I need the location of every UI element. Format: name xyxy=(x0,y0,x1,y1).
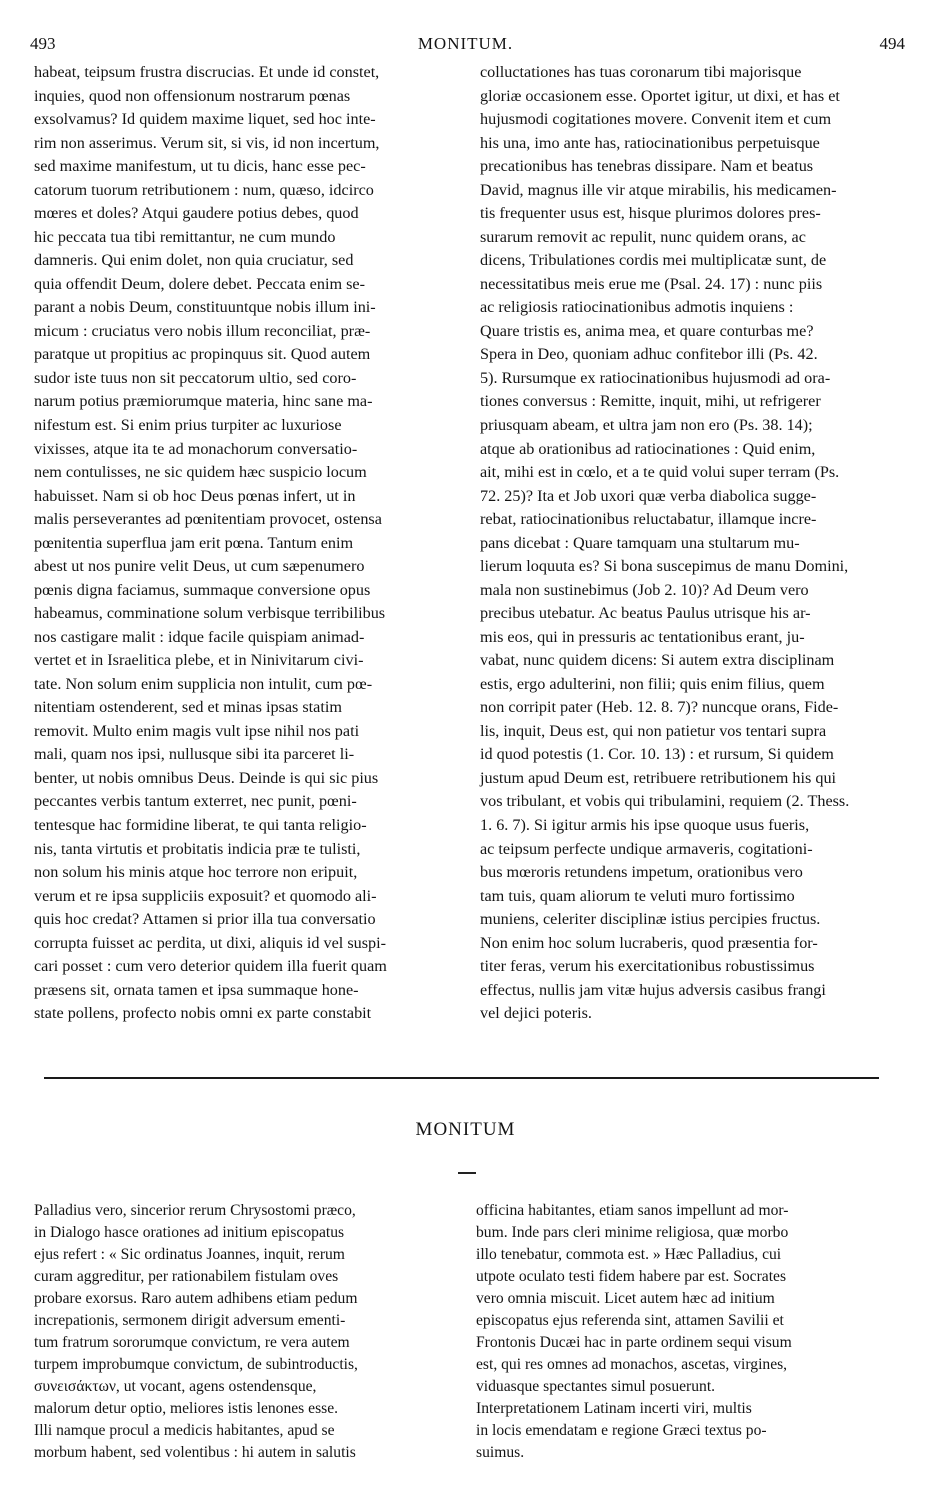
text-line: rim non asserimus. Verum sit, si vis, id non incertum, xyxy=(34,133,380,152)
text-line: gloriæ occasionem esse. Oportet igitur, ut dixi, et has et xyxy=(480,86,840,105)
text-line: exsolvamus? Id quidem maxime liquet, sed hoc inte- xyxy=(34,110,376,129)
text-line: præsens sit, ornata tamen et ipsa summaque hone- xyxy=(34,980,359,999)
text-line: muniens, celeriter disciplinæ istius percipies fructus. xyxy=(480,910,821,929)
text-line: cari posset : cum vero deterior quidem illa fuerit quam xyxy=(34,957,387,976)
text-line: rebat, ratiocinationibus reluctabatur, illamque incre- xyxy=(480,510,817,529)
text-line: episcopatus ejus referenda sint, attamen Savilii et xyxy=(476,1312,784,1329)
text-line: lierum loquuta es? Si bona suscepimus de manu Domini, xyxy=(480,557,849,576)
text-line: inquies, quod non offensionum nostrarum pœnas xyxy=(34,86,351,105)
text-line: est, qui res omnes ad monachos, ascetas, virgines, xyxy=(476,1356,788,1373)
text-line: habuisset. Nam si ob hoc Deus pœnas infert, ut in xyxy=(34,486,356,505)
text-line: pœnitentia superflua jam erit pœna. Tantum enim xyxy=(34,533,354,552)
text-line: benter, ut nobis omnibus Deus. Deinde is qui sic pius xyxy=(34,768,379,787)
text-line: titer feras, verum his exercitationibus robustissimus xyxy=(480,957,815,976)
text-line: turpem improbumque convictum, de subintroductis, xyxy=(34,1356,358,1373)
text-line: vos tribulant, et vobis qui tribulamini, requiem (2. Thess. xyxy=(480,792,850,811)
text-line: nem contulisses, ne sic quidem hæc suspicio locum xyxy=(34,463,367,482)
text-line: non corripit pater (Heb. 12. 8. 7)? nuncque orans, Fide- xyxy=(480,698,839,717)
text-line: Non enim hoc solum lucraberis, quod præsentia for- xyxy=(480,933,818,952)
text-line: mali, quam nos ipsi, nullusque sibi ita parceret li- xyxy=(34,745,355,764)
text-line: bus mœroris retundens impetum, orationibus vero xyxy=(480,863,803,882)
text-line: state pollens, profecto nobis omni ex parte constabit xyxy=(34,1004,372,1023)
text-line: narum potius præmiorumque materia, hinc sane ma- xyxy=(34,392,373,411)
text-line: colluctationes has tuas coronarum tibi majorisque xyxy=(480,63,802,81)
text-line: officina habitantes, etiam sanos impellunt ad mor- xyxy=(476,1202,789,1219)
text-line: in Dialogo hasce orationes ad initium episcopatus xyxy=(34,1224,345,1241)
text-line: ac religiosis ratiocinationibus admotis inquiens : xyxy=(480,298,794,317)
text-column-bottom-left xyxy=(34,1200,458,1464)
text-line: pœnis digna faciamus, summaque conversione opus xyxy=(34,580,371,599)
text-line: in locis emendatam e regione Græci textus po- xyxy=(476,1422,767,1439)
text-line: necessitatibus meis erue me (Psal. 24. 17) : nunc piis xyxy=(480,274,823,293)
text-line: catorum tuorum retributionem : num, quæso, idcirco xyxy=(34,180,374,199)
text-line: vabat, nunc quidem dicens: Si autem extra disciplinam xyxy=(480,651,835,670)
text-line: suimus. xyxy=(476,1444,525,1461)
text-line: precationibus has tenebras dissipare. Nam et beatus xyxy=(480,157,814,176)
text-line: justum apud Deum est, retribuere retributionem his qui xyxy=(480,768,837,787)
text-line: Illi namque procul a medicis habitantes, apud se xyxy=(34,1422,335,1439)
text-line: συνεισάκτων, ut vocant, agens ostendensque, xyxy=(34,1378,317,1395)
text-line: malis perseverantes ad pœnitentiam provocet, ostensa xyxy=(34,510,382,529)
text-line: damneris. Qui enim dolet, non quia cruciatur, sed xyxy=(34,251,354,270)
text-line: verum et re ipsa suppliciis exposuit? et quomodo ali- xyxy=(34,886,377,905)
text-line: bum. Inde pars cleri minime religiosa, quæ morbo xyxy=(476,1224,789,1241)
text-line: tum fratrum sororumque convictum, re vera autem xyxy=(34,1334,350,1351)
text-line: peccantes verbis tantum exterret, nec punit, pœni- xyxy=(34,792,357,811)
text-line: utpote oculato testi fidem habere par est. Socrates xyxy=(476,1268,787,1285)
text-line: quia offendit Deum, dolere debet. Peccata enim se- xyxy=(34,274,365,293)
text-line: his una, imo ante has, ratiocinationibus perpetuisque xyxy=(480,133,820,152)
text-line: nifestum est. Si enim prius turpiter ac luxuriose xyxy=(34,415,342,434)
section-divider-rule xyxy=(44,1077,879,1079)
text-line: priusquam abeam, et ultra jam non ero (Ps. 38. 14); xyxy=(480,415,813,434)
text-line: ac teipsum perfecte undique armaveris, cogitationi- xyxy=(480,839,813,858)
text-line: viduasque spectantes simul posuerunt. xyxy=(476,1378,716,1395)
text-line: 72. 25)? Ita et Job uxori quæ verba diabolica sugge- xyxy=(480,486,817,505)
running-head: MONITUM. xyxy=(417,34,514,53)
text-line: nitentiam ostenderent, sed et minas ipsas statim xyxy=(34,698,342,717)
text-line: Quare tristis es, anima mea, et quare conturbas me? xyxy=(480,321,814,340)
text-line: vixisses, atque ita te ad monachorum conversatio- xyxy=(34,439,358,458)
text-line: quis hoc credat? Attamen si prior illa tua conversatio xyxy=(34,910,376,929)
text-line: vertet et in Israelitica plebe, et in Ninivitarum civi- xyxy=(34,651,364,670)
page-number-right: 494 xyxy=(879,34,905,53)
text-line: removit. Multo enim magis vult ipse nihil nos pati xyxy=(34,721,360,740)
text-line: Spera in Deo, quoniam adhuc confitebor illi (Ps. 42. xyxy=(480,345,818,364)
text-line: tentesque hac formidine liberat, te qui tanta religio- xyxy=(34,816,367,834)
text-line: mala non sustinebimus (Job 2. 10)? Ad Deum vero xyxy=(480,580,809,599)
text-line: id quod potestis (1. Cor. 10. 13) : et rursum, Si quidem xyxy=(480,745,834,764)
text-line: pans dicebat : Quare tamquam una stultarum mu- xyxy=(480,533,800,552)
text-line: nos castigare malit : idque facile quispiam animad- xyxy=(34,627,365,646)
text-line: Frontonis Ducæi hac in parte ordinem sequi visum xyxy=(476,1334,792,1351)
text-line: David, magnus ille vir atque mirabilis, his medicamen- xyxy=(480,180,837,199)
text-column-top-left xyxy=(34,61,454,1026)
text-line: lis, inquit, Deus est, qui non patietur vos tentari supra xyxy=(480,721,827,740)
text-line: tiones conversus : Remitte, inquit, mihi, ut refrigerer xyxy=(480,392,821,411)
text-line: abest ut nos punire velit Deus, ut cum sæpenumero xyxy=(34,557,365,576)
text-line: non solum his minis atque hoc terrore non eripuit, xyxy=(34,863,358,882)
text-line: mœres et doles? Atqui gaudere potius debes, quod xyxy=(34,204,359,223)
text-line: surarum removit ac repulit, nunc quidem orans, ac xyxy=(480,227,806,246)
text-line: tis frequenter usus est, hisque plurimos dolores pres- xyxy=(480,204,821,223)
text-line: estis, ergo adulterini, non filii; quis enim filius, quem xyxy=(480,674,825,693)
text-line: vel dejici poteris. xyxy=(480,1004,592,1023)
text-line: ejus refert : « Sic ordinatus Joannes, inquit, rerum xyxy=(34,1246,345,1263)
text-line: 5). Rursumque ex ratiocinationibus hujusmodi ad ora- xyxy=(480,368,831,387)
text-line: nis, tanta virtutis et probitatis indicia præ te tulisti, xyxy=(34,839,361,858)
text-line: hujusmodi cogitationes movere. Convenit item et cum xyxy=(480,110,832,129)
page-number-left: 493 xyxy=(30,34,56,53)
text-line: corrupta fuisset ac perdita, ut dixi, aliquis id vel suspi- xyxy=(34,933,386,952)
text-line: habeat, teipsum frustra discrucias. Et unde id constet, xyxy=(34,63,380,81)
text-line: malorum detur optio, meliores istis lenones esse. xyxy=(34,1400,339,1417)
text-line: tate. Non solum enim supplicia non intulit, cum pœ- xyxy=(34,674,373,693)
text-line: increpationis, sermonem dirigit adversum ementi- xyxy=(34,1312,346,1329)
text-line: sudor iste tuus non sit peccatorum ultio, sed coro- xyxy=(34,368,357,387)
text-line: curam aggreditur, per rationabilem fistulam oves xyxy=(34,1268,339,1285)
text-line: atque ab orationibus ad ratiocinationes : Quid enim, xyxy=(480,439,816,458)
text-line: mis eos, qui in pressuris ac tentationibus erant, ju- xyxy=(480,627,805,646)
text-line: dicens, Tribulationes cordis mei multiplicatæ sunt, de xyxy=(480,251,827,270)
text-line: sed maxime manifestum, ut tu dicis, hanc esse pec- xyxy=(34,157,366,176)
text-line: Palladius vero, sincerior rerum Chrysostomi præco, xyxy=(34,1202,356,1219)
text-line: micum : cruciatus vero nobis illum reconciliat, præ- xyxy=(34,321,371,340)
text-line: 1. 6. 7). Si igitur armis his ipse quoque usus fueris, xyxy=(480,816,810,834)
text-column-top-right xyxy=(480,61,898,1026)
text-line: vero omnia miscuit. Licet autem hæc ad initium xyxy=(476,1290,775,1307)
text-line: habeamus, comminatione solum verbisque terribilibus xyxy=(34,604,386,623)
text-line: illo tenebatur, commota est. » Hæc Palladius, cui xyxy=(476,1246,782,1263)
text-line: hic peccata tua tibi remittantur, ne cum mundo xyxy=(34,227,336,246)
title-underline xyxy=(458,1172,476,1174)
text-line: Interpretationem Latinam incerti viri, multis xyxy=(476,1400,752,1417)
text-line: ait, mihi est in cœlo, et a te quid volui super terram (Ps. xyxy=(480,463,840,482)
text-line: paratque ut propitius ac propinquus sit. Quod autem xyxy=(34,345,371,364)
text-column-bottom-right xyxy=(476,1200,898,1464)
text-line: precibus utebatur. Ac beatus Paulus utrisque his ar- xyxy=(480,604,811,623)
text-line: morbum habent, sed volentibus : hi autem in salutis xyxy=(34,1444,356,1461)
text-line: effectus, nullis jam vitæ hujus adversis casibus frangi xyxy=(480,980,826,999)
text-line: tam tuis, quam aliorum te veluti muro fortissimo xyxy=(480,886,795,905)
text-line: probare exorsus. Raro autem adhibens etiam pedum xyxy=(34,1290,358,1307)
text-line: parant a nobis Deum, constituuntque nobis illum ini- xyxy=(34,298,376,317)
section-title: MONITUM xyxy=(415,1119,516,1140)
